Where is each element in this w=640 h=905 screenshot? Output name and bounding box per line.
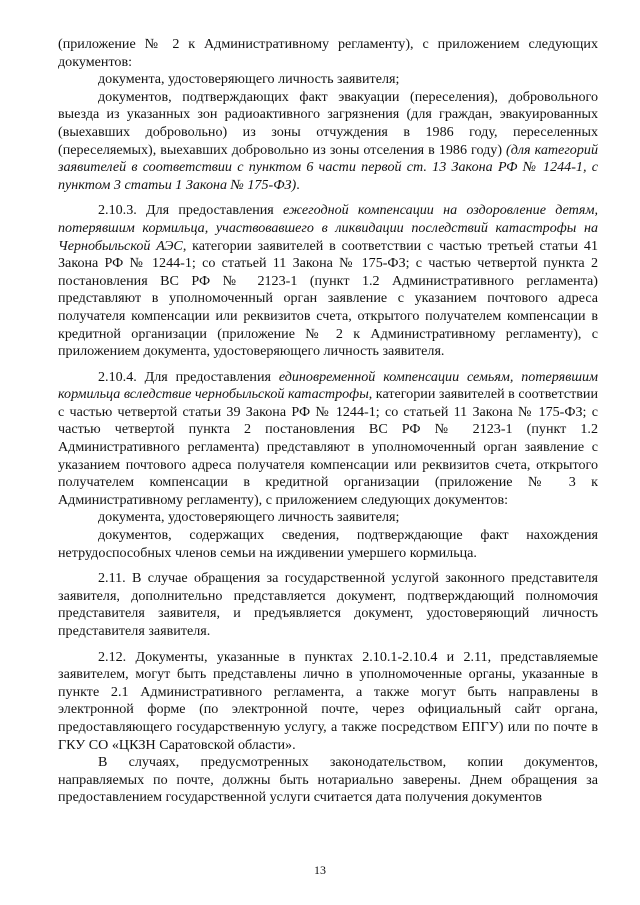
list-item-dependency-documents: документов, содержащих сведения, подтверждающие факт нахождения нетрудоспособных членов семьи на иждивении умершего кормильца. [58, 527, 598, 561]
page-number: 13 [314, 863, 326, 877]
paragraph-notarization: В случаях, предусмотренных законодательством, копии документов, направляемых по почте, должны быть нотариально заверены. Днем обращения за предоставлением государственной услуги считается дата получения документов [58, 754, 598, 806]
paragraph-2-12: 2.12. Документы, указанные в пунктах 2.10.1-2.10.4 и 2.11, представляемые заявителем, могут быть представлены лично в уполномоченные органы, указанные в пункте 2.1 Административного регламента, а также могут быть направлены в электронной форме (по электронной почте, через официальный сайт органа, предоставляющего государственную услугу, а также посредством ЕПГУ) или по почте в ГКУ СО «ЦКЗН Саратовской области». [58, 648, 598, 753]
body-text [58, 36, 598, 807]
paragraph-2-10-4: 2.10.4. Для предоставления единовременной компенсации семьям, потерявшим кормильца вследствие чернобыльской катастрофы, категории заявителей в соответствии с частью четвертой статьи 39 Закона РФ № 1244-1; со статьей 11 Закона № 175-ФЗ; с частью четвертой пункта 2 постановления ВС РФ № 2123-1 (пункт 1.2 Административного регламента) представляют в уполномоченный орган заявление с указанием почтового адреса получателя компенсации или реквизитов счета, открытого получателем компенсации в кредитной организации (приложение № 3 к Административному регламенту), с приложением следующих документов: [58, 368, 599, 508]
list-item-identity-document-2: документа, удостоверяющего личность заявителя; [98, 509, 400, 526]
paragraph-appendix-continuation: (приложение № 2 к Административному регламенту), с приложением следующих документов: [58, 36, 598, 70]
list-item-evacuation-documents: документов, подтверждающих факт эвакуации (переселения), добровольного выезда из указанных зон радиоактивного загрязнения (для граждан, эвакуированных (выехавших добровольно) из зоны отчуждения в 1986 году, переселенных (переселяемых), выехавших добровольно из зоны отселения в 1986 году) (для категорий заявителей в соответствии с пунктом 6 части первой ст. 13 Закона РФ № 1244-1, с пунктом 3 статьи 1 Закона № 175-ФЗ). [58, 88, 598, 193]
paragraph-2-10-3: 2.10.3. Для предоставления ежегодной компенсации на оздоровление детям, потерявшим кормильца, участвовавшего в ликвидации последствий катастрофы на Чернобыльской АЭС, категории заявителей в соответствии с частью третьей статьи 41 Закона РФ № 1244-1; со статьей 11 Закона № 175-ФЗ; с частью четвертой пункта 2 постановления ВС РФ № 2123-1 (пункт 1.2 Административного регламента) представляют в уполномоченный орган заявление с указанием почтового адреса получателя компенсации или реквизитов счета, открытого получателем компенсации в кредитной организации (приложение № 2 к Административному регламенту), с приложением документа, удостоверяющего личность заявителя. [58, 202, 599, 360]
list-item-identity-document: документа, удостоверяющего личность заявителя; [98, 71, 400, 88]
paragraph-2-11: 2.11. В случае обращения за государственной услугой законного представителя заявителя, дополнительно представляется документ, подтверждающий полномочия представителя заявителя, и предъявляется документ, удостоверяющий личность представителя заявителя. [58, 570, 598, 639]
